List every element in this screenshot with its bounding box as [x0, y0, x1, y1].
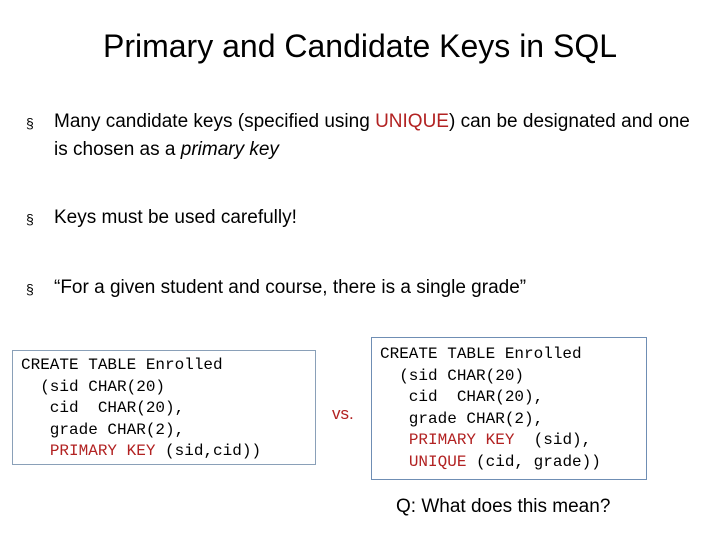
bullet-keys-careful	[26, 204, 297, 232]
code-line: (sid CHAR(20)	[21, 377, 166, 396]
code-line: grade CHAR(2),	[380, 409, 544, 428]
code-line: grade CHAR(2),	[21, 420, 185, 439]
bullet-marker-icon: §	[26, 211, 34, 227]
code-box-primary-and-unique	[371, 337, 647, 480]
code-line	[380, 430, 638, 452]
code-line: cid CHAR(20),	[380, 388, 544, 406]
code-line	[21, 441, 307, 463]
unique-keyword: UNIQUE	[408, 452, 467, 471]
unique-keyword: UNIQUE	[375, 111, 449, 132]
primary-key-keyword: PRIMARY KEY	[408, 431, 515, 449]
bullet-single-grade	[26, 274, 526, 302]
primary-key-keyword: PRIMARY KEY	[49, 442, 156, 460]
code-line: CREATE TABLE Enrolled	[21, 356, 223, 374]
code-text: (sid,cid))	[155, 442, 262, 460]
code-line: (sid CHAR(20)	[380, 366, 525, 385]
question-text: Q: What does this mean?	[396, 496, 611, 517]
code-text: (cid, grade))	[466, 452, 601, 471]
primary-key-emphasis: primary key	[180, 139, 279, 160]
bullet-text-part: ) can be designated and one is chosen as a	[54, 111, 690, 160]
code-box-primary-key	[12, 350, 316, 465]
vs-label: vs.	[332, 404, 354, 423]
code-line: CREATE TABLE Enrolled	[380, 345, 582, 363]
bullet-marker-icon: §	[26, 115, 34, 131]
code-text: (sid),	[514, 431, 592, 449]
bullet-text: Keys must be used carefully!	[54, 207, 297, 228]
bullet-marker-icon: §	[26, 281, 34, 297]
code-line	[380, 452, 638, 474]
bullet-text	[54, 108, 706, 164]
bullet-text: “For a given student and course, there is a single grade”	[54, 277, 527, 298]
bullet-candidate-keys	[26, 108, 706, 164]
slide-title: Primary and Candidate Keys in SQL	[102, 28, 618, 64]
bullet-text-part: Many candidate keys (specified using	[54, 111, 376, 132]
code-line: cid CHAR(20),	[21, 399, 185, 417]
